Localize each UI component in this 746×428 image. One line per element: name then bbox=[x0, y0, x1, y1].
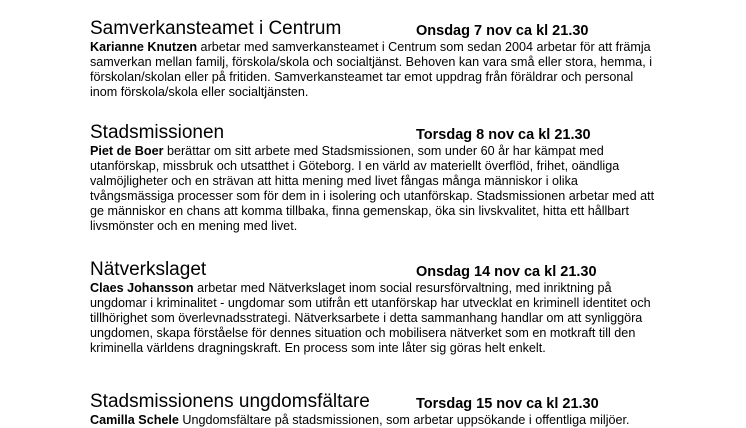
speaker-name: Karianne Knutzen bbox=[90, 40, 198, 54]
event-date: Torsdag 8 nov ca kl 21.30 bbox=[416, 127, 591, 143]
event-title: Nätverkslaget bbox=[90, 259, 207, 280]
event-header bbox=[90, 259, 660, 281]
event-header bbox=[90, 18, 660, 40]
speaker-name: Claes Johansson bbox=[90, 281, 194, 295]
event-title: Stadsmissionens ungdomsfältare bbox=[90, 391, 370, 412]
event-description bbox=[90, 413, 656, 428]
description-text: arbetar med samverkansteamet i Centrum som sedan 2004 arbetar för att främja samverkan mellan familj, förskola/skola och socialtjänst. Behoven kan vara små eller stora, hemma, i förskolan/skolan eller på fritiden. Samverkansteamet tar emot uppdrag från föräldrar och personal inom förskola/skola eller socialtjänsten. bbox=[90, 40, 653, 99]
event-description bbox=[90, 40, 656, 100]
event-date: Torsdag 15 nov ca kl 21.30 bbox=[416, 396, 599, 412]
event-description bbox=[90, 281, 656, 356]
speaker-name: Piet de Boer bbox=[90, 144, 164, 158]
speaker-name: Camilla Schele bbox=[90, 413, 179, 427]
event-title: Stadsmissionen bbox=[90, 122, 225, 143]
event-date: Onsdag 14 nov ca kl 21.30 bbox=[416, 264, 597, 280]
event-header bbox=[90, 391, 660, 413]
description-text: berättar om sitt arbete med Stadsmissionen, som under 60 år har kämpat med utanförskap, missbruk och utsatthet i Göteborg. I en värld av materiellt överflöd, frihet, oändliga valmöjligheter och en strävan att hitta mening med livet fångas många människor i olika tvångsmässiga processer som för dem in i isolering och utanförskap. Stadsmissionen arbetar med att ge människor en chans att komma tillbaka, finna gemenskap, öka sin livskvalitet, hitta ett hållbart livsmönster och en mening med livet. bbox=[90, 144, 655, 233]
event-description bbox=[90, 144, 656, 234]
event-section-ungdomsfaltare bbox=[90, 391, 660, 428]
description-text: arbetar med Nätverkslaget inom social resursförvaltning, med inriktning på ungdomar i kriminalitet - ungdomar som utifrån ett utanförskap har utvecklat en kriminell identitet och tillhörighet som överlevnadsstrategi. Nätverksarbete i detta sammanhang handlar om att synliggöra ungdomen, skapa förståelse för dennes situation och mobilisera nätverket som en motkraft till den kriminella världens dragningskraft. En process som inte låter sig göras helt enkelt. bbox=[90, 281, 651, 355]
event-section-samverkansteamet bbox=[90, 18, 660, 100]
event-header bbox=[90, 122, 660, 144]
event-section-natverkslaget bbox=[90, 259, 660, 356]
event-section-stadsmissionen bbox=[90, 122, 660, 234]
event-title: Samverkansteamet i Centrum bbox=[90, 18, 342, 39]
description-text: Ungdomsfältare på stadsmissionen, som arbetar uppsökande i offentliga miljöer. bbox=[178, 413, 630, 427]
event-date: Onsdag 7 nov ca kl 21.30 bbox=[416, 23, 589, 39]
